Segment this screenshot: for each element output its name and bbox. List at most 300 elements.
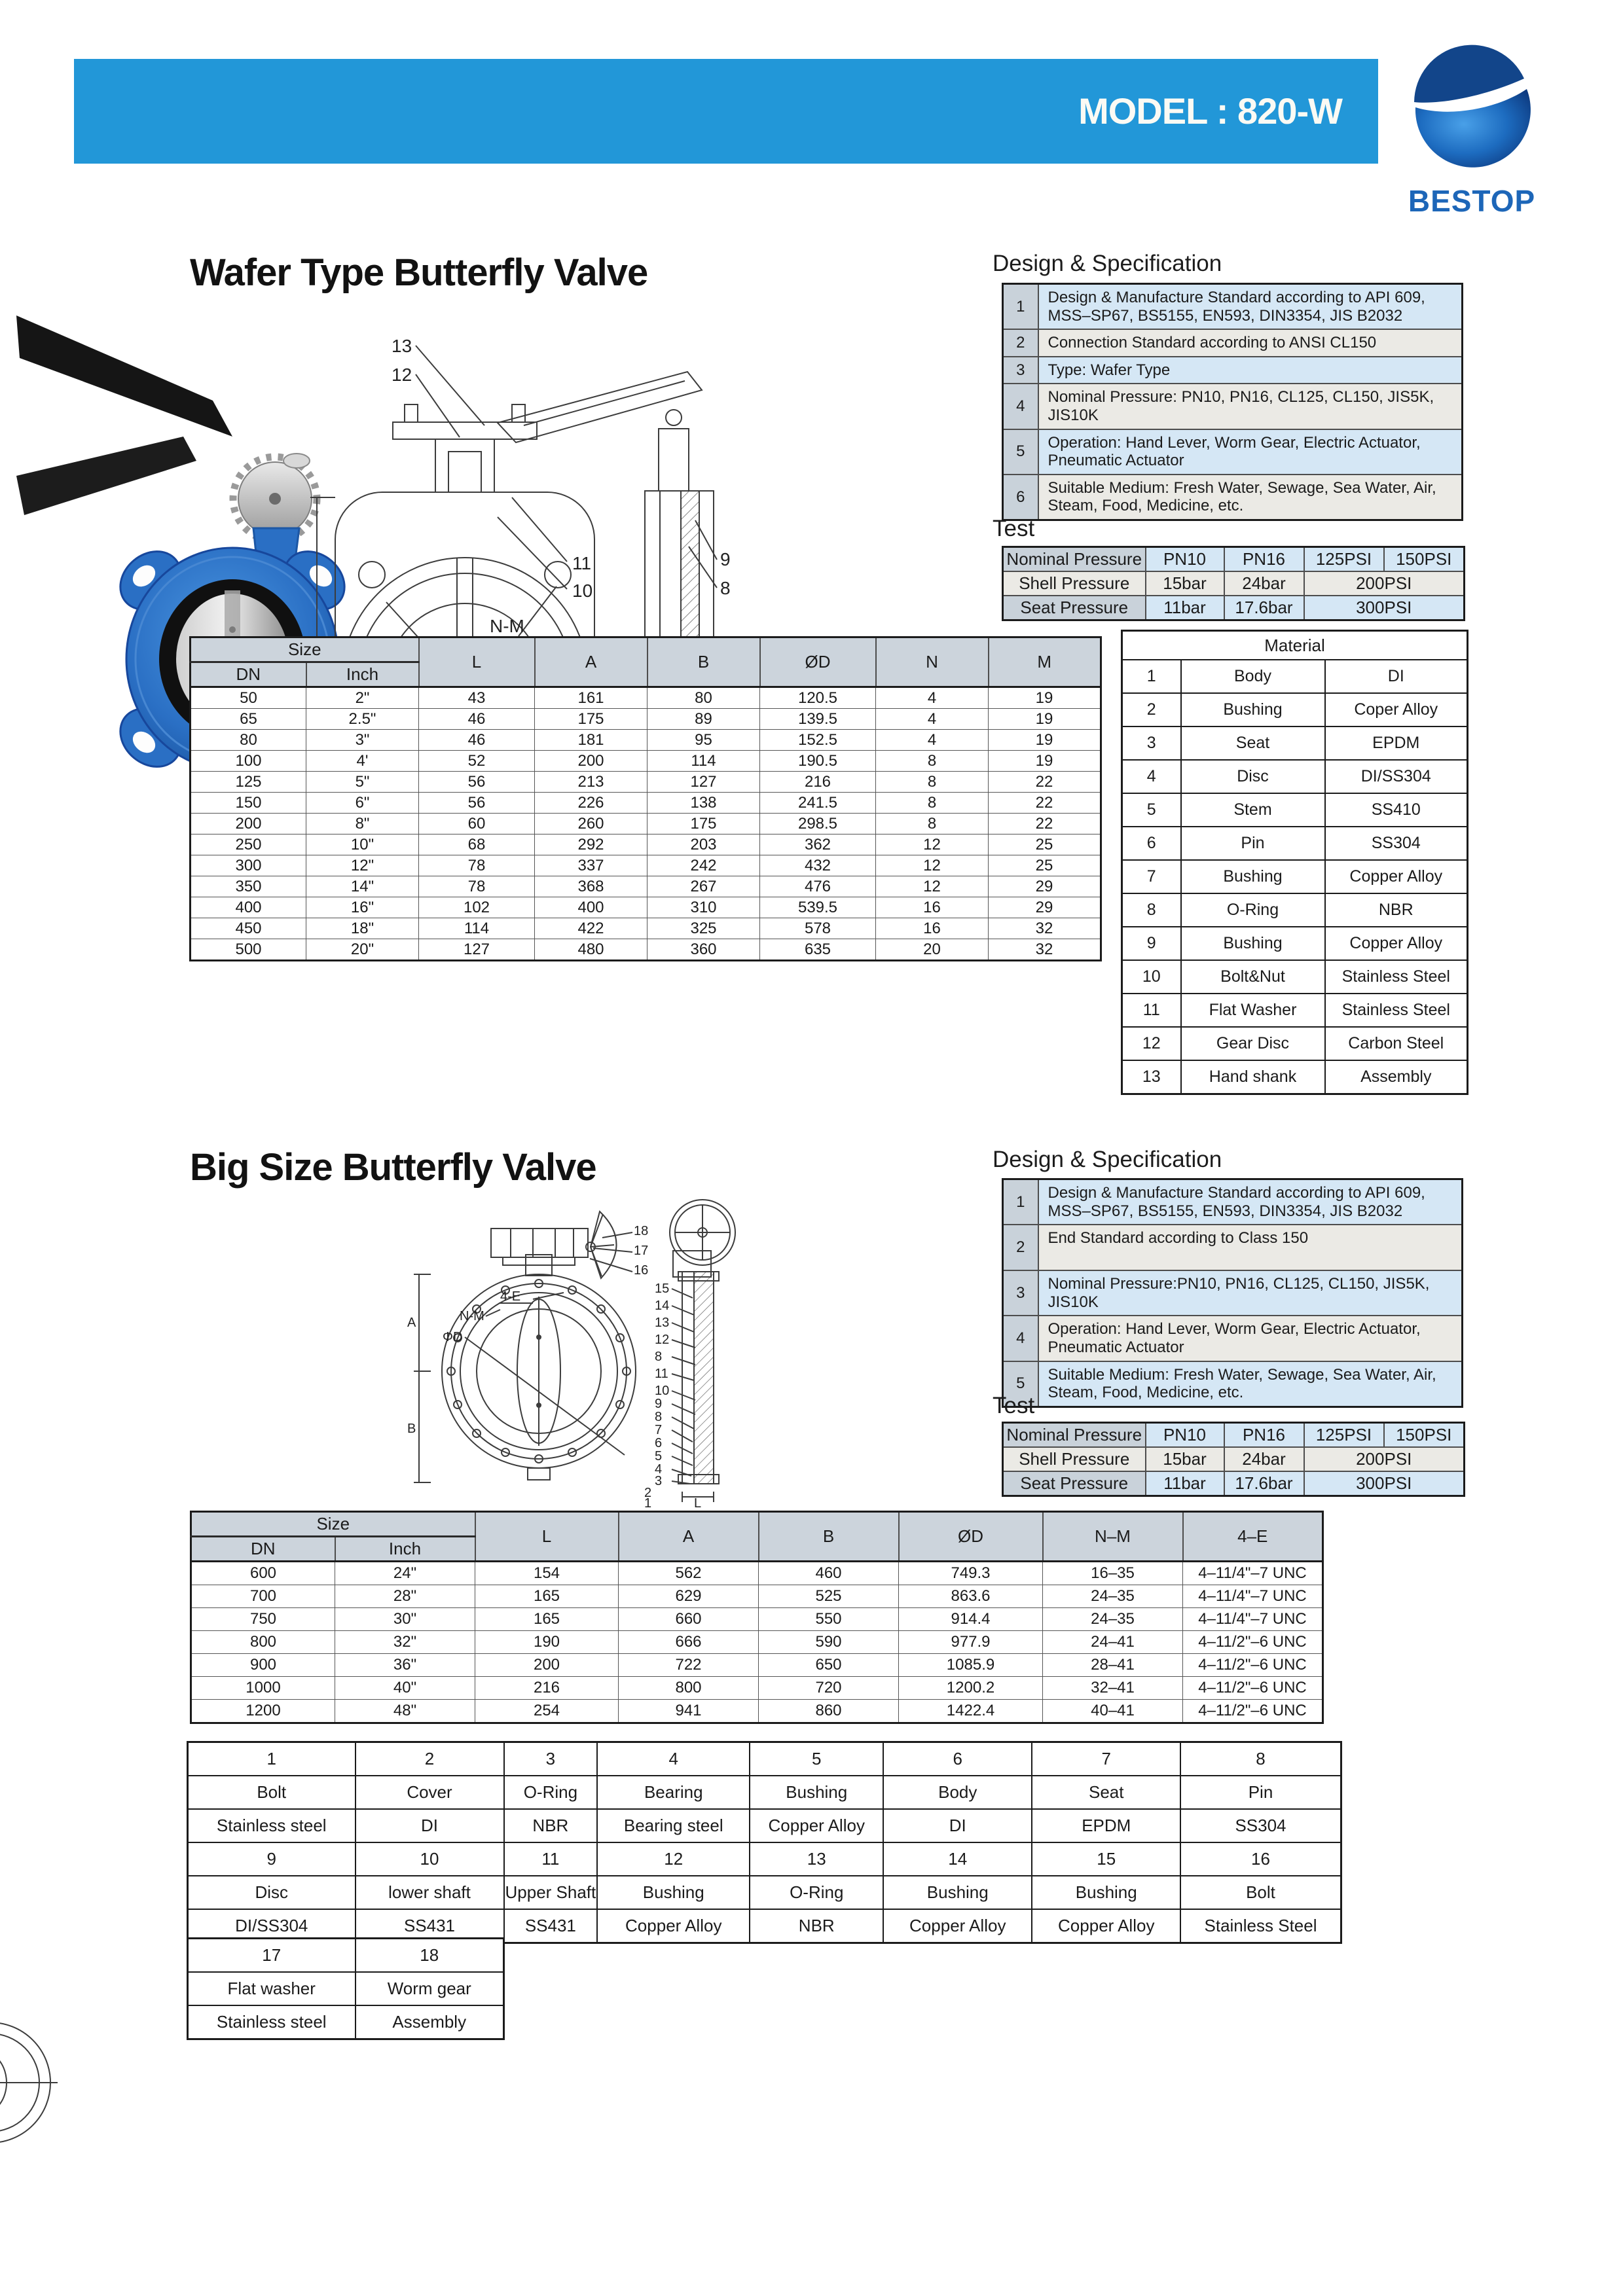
table-row [188,1972,504,2005]
table-cell: 480 [535,939,647,961]
table-row [1122,726,1468,760]
big-test-table [1002,1422,1465,1497]
table-row [1003,1471,1465,1496]
wafer-material-body [1122,660,1468,1094]
table-cell: Bushing [597,1876,750,1909]
column-header: ØD [760,637,876,687]
table-cell: 19 [989,687,1101,709]
column-header: Size [191,637,419,662]
table-cell: 800 [191,1631,335,1654]
table-row [1003,1423,1465,1448]
big-parts-extra-table [187,1937,505,2040]
table-cell: Bolt [1180,1876,1341,1909]
drawing-label: ΦD [443,1330,463,1344]
table-cell: 25 [989,834,1101,855]
table-cell: 15 [1032,1842,1180,1876]
table-cell: 635 [760,939,876,961]
table-row [1003,1179,1463,1225]
table-cell: PN10 [1146,1423,1224,1448]
table-cell: 29 [989,897,1101,918]
table-row [191,1700,1323,1723]
table-cell: 175 [535,709,647,730]
table-cell: 900 [191,1654,335,1677]
table-cell: 250 [191,834,306,855]
table-cell: 310 [647,897,760,918]
table-cell: Operation: Hand Lever, Worm Gear, Electric Actuator, Pneumatic Actuator [1038,429,1463,475]
table-cell: 350 [191,876,306,897]
wafer-size-body [191,687,1101,961]
table-cell: 500 [191,939,306,961]
table-cell: 25 [989,855,1101,876]
drawing-callout: 13 [392,336,412,356]
table-cell: 30" [335,1608,475,1631]
table-cell: 4 [1122,760,1181,793]
wafer-size-table [189,636,1102,961]
table-row [1003,384,1463,429]
table-cell: 18" [306,918,419,939]
wafer-material-table [1121,630,1468,1095]
table-row [191,1654,1323,1677]
table-cell: 5" [306,772,419,793]
table-cell: 4–11/4"–7 UNC [1183,1585,1323,1608]
table-cell: 241.5 [760,793,876,814]
table-cell: 368 [535,876,647,897]
table-cell: 400 [535,897,647,918]
table-cell: 32 [989,939,1101,961]
table-cell: Design & Manufacture Standard according to API 609, MSS–SP67, BS5155, EN593, DIN3354, JIS B2032 [1038,1179,1463,1225]
drawing-callout: 18 [634,1224,649,1238]
table-cell: 1200.2 [899,1677,1043,1700]
table-cell: 80 [191,730,306,751]
table-cell: 590 [759,1631,899,1654]
table-cell: 1 [1003,1179,1038,1225]
table-cell: 80 [647,687,760,709]
table-cell: NBR [1325,893,1468,927]
table-cell: 1200 [191,1700,335,1723]
table-cell: 11 [504,1842,598,1876]
table-cell: Disc [1181,760,1325,793]
table-cell: 300 [191,855,306,876]
table-cell: 600 [191,1562,335,1585]
table-cell: Body [883,1776,1032,1809]
table-cell: 17.6bar [1224,596,1304,620]
table-cell: 20 [876,939,989,961]
table-cell: 476 [760,876,876,897]
table-cell: Shell Pressure [1003,571,1146,596]
table-cell: 22 [989,772,1101,793]
column-header: L [475,1512,619,1562]
table-cell: NBR [504,1809,598,1842]
table-cell: 360 [647,939,760,961]
table-cell: Bushing [1181,927,1325,960]
table-cell: 10 [1122,960,1181,994]
table-row [1122,760,1468,793]
table-cell: 298.5 [760,814,876,834]
table-cell: Bushing [883,1876,1032,1909]
table-cell: Copper Alloy [883,1909,1032,1943]
corner-drawing-fragment [0,2011,92,2155]
table-cell: Pin [1181,827,1325,860]
table-cell: DI/SS304 [188,1909,356,1943]
table-cell: 200 [475,1654,619,1677]
table-cell: 6 [1122,827,1181,860]
big-section-title: Big Size Butterfly Valve [190,1146,596,1189]
table-cell: Flat Washer [1181,994,1325,1027]
table-cell: 8 [876,772,989,793]
table-cell: 56 [419,793,535,814]
table-cell: 2.5" [306,709,419,730]
table-cell: 800 [619,1677,759,1700]
table-row [1003,1316,1463,1361]
table-cell: 161 [535,687,647,709]
table-cell: 16" [306,897,419,918]
table-row [191,897,1101,918]
column-header: DN [191,662,306,687]
table-cell: 18 [356,1939,504,1973]
table-row [1122,893,1468,927]
table-cell: 2 [1003,1225,1038,1270]
table-cell: 114 [419,918,535,939]
table-cell: 43 [419,687,535,709]
table-cell: 914.4 [899,1608,1043,1631]
column-header: B [759,1512,899,1562]
table-cell: 8 [876,793,989,814]
table-cell: 5 [1122,793,1181,827]
table-cell: 190 [475,1631,619,1654]
table-cell: 12 [876,876,989,897]
table-cell: 4 [597,1742,750,1776]
table-cell: Gear Disc [1181,1027,1325,1060]
table-cell: 125PSI [1304,547,1384,572]
table-cell: 12 [597,1842,750,1876]
table-cell: Nominal Pressure:PN10, PN16, CL125, CL150, JIS5K, JIS10K [1038,1270,1463,1316]
model-label: MODEL : 820-W [1078,90,1342,132]
table-cell: Bearing steel [597,1809,750,1842]
table-cell: Connection Standard according to ANSI CL150 [1038,329,1463,357]
table-cell: 1000 [191,1677,335,1700]
table-cell: 1 [1122,660,1181,693]
drawing-callout: 10 [572,581,593,601]
drawing-callout: 12 [655,1333,670,1347]
table-cell: 4–11/2"–6 UNC [1183,1700,1323,1723]
table-cell: 125PSI [1304,1423,1384,1448]
table-cell: 3 [504,1742,598,1776]
big-valve-technical-drawing [405,1175,758,1509]
table-cell: 9 [188,1842,356,1876]
table-cell: 32" [335,1631,475,1654]
table-cell: 95 [647,730,760,751]
big-spec-body [1003,1179,1463,1407]
table-cell: Copper Alloy [750,1809,883,1842]
table-row [188,1742,1341,1776]
table-row [191,709,1101,730]
table-cell: 150 [191,793,306,814]
table-cell: SS410 [1325,793,1468,827]
table-cell: 16 [876,918,989,939]
table-cell: 102 [419,897,535,918]
table-cell: 46 [419,730,535,751]
table-cell: 19 [989,709,1101,730]
table-cell: 267 [647,876,760,897]
table-row [191,1608,1323,1631]
table-cell: 200PSI [1304,571,1465,596]
table-cell: 114 [647,751,760,772]
table-cell: O-Ring [750,1876,883,1909]
drawing-label: N-M [460,1309,484,1323]
wafer-section-title: Wafer Type Butterfly Valve [190,251,648,294]
table-cell: Stem [1181,793,1325,827]
drawing-callout: 1 [644,1496,652,1509]
table-cell: 8" [306,814,419,834]
column-header: Inch [306,662,419,687]
table-cell: Seat Pressure [1003,1471,1146,1496]
table-cell: 422 [535,918,647,939]
table-cell: Copper Alloy [1325,927,1468,960]
table-cell: 150PSI [1384,1423,1465,1448]
table-cell: 325 [647,918,760,939]
big-size-body [191,1562,1323,1723]
table-cell: 213 [535,772,647,793]
table-cell: Upper Shaft [504,1876,598,1909]
table-cell: 14" [306,876,419,897]
table-row [191,1677,1323,1700]
table-cell: 127 [419,939,535,961]
table-cell: Bushing [1032,1876,1180,1909]
table-cell: Suitable Medium: Fresh Water, Sewage, Sea Water, Air, Steam, Food, Medicine, etc. [1038,1361,1463,1407]
table-row [1003,571,1465,596]
big-parts-body [188,1742,1341,1943]
table-cell: 200PSI [1304,1447,1465,1471]
table-cell: 200 [535,751,647,772]
table-cell: 4–11/2"–6 UNC [1183,1631,1323,1654]
table-cell: 722 [619,1654,759,1677]
table-row [191,1585,1323,1608]
table-cell: 10 [356,1842,504,1876]
table-row [191,876,1101,897]
table-cell: 152.5 [760,730,876,751]
table-cell: 68 [419,834,535,855]
table-cell: 138 [647,793,760,814]
table-cell: 450 [191,918,306,939]
table-cell: 36" [335,1654,475,1677]
table-cell: 1422.4 [899,1700,1043,1723]
table-cell: 7 [1032,1742,1180,1776]
table-cell: Nominal Pressure [1003,547,1146,572]
table-row [188,2005,504,2039]
table-cell: Stainless steel [188,2005,356,2039]
table-cell: 24–35 [1043,1608,1183,1631]
table-row [191,751,1101,772]
table-cell: Nominal Pressure: PN10, PN16, CL125, CL150, JIS5K, JIS10K [1038,384,1463,429]
big-parts-table [187,1741,1342,1944]
table-cell: 127 [647,772,760,793]
table-row [1122,1027,1468,1060]
table-cell: 16 [1180,1842,1341,1876]
table-cell: 19 [989,751,1101,772]
table-cell: SS431 [356,1909,504,1943]
table-cell: Seat [1032,1776,1180,1809]
table-cell: 60 [419,814,535,834]
table-cell: 2" [306,687,419,709]
table-row [1122,631,1468,660]
table-cell: Hand shank [1181,1060,1325,1094]
wafer-spec-table [1002,283,1463,521]
table-cell: 20" [306,939,419,961]
table-row [1003,1361,1463,1407]
table-cell: 337 [535,855,647,876]
table-cell: 4–11/2"–6 UNC [1183,1677,1323,1700]
table-row [191,1562,1323,1585]
table-cell: 3 [1003,1270,1038,1316]
table-row [1122,693,1468,726]
drawing-label: B [407,1422,416,1436]
table-row [191,1631,1323,1654]
table-cell: 4 [876,730,989,751]
table-cell: 8 [1180,1742,1341,1776]
table-row [1122,1060,1468,1094]
table-row [191,687,1101,709]
table-cell: Coper Alloy [1325,693,1468,726]
table-cell: 22 [989,793,1101,814]
wafer-spec-body [1003,284,1463,520]
big-size-table [190,1511,1324,1724]
table-cell: Worm gear [356,1972,504,2005]
table-cell: 3 [1122,726,1181,760]
table-row [1003,429,1463,475]
table-cell: 6 [883,1742,1032,1776]
table-cell: PN10 [1146,547,1224,572]
table-cell: 216 [760,772,876,793]
table-cell: 175 [647,814,760,834]
drawing-callout: 14 [655,1299,670,1313]
drawing-callout: 13 [655,1316,670,1330]
column-header: L [419,637,535,687]
table-row [1003,596,1465,620]
table-cell: 15bar [1146,1447,1224,1471]
table-cell: 181 [535,730,647,751]
column-header: DN [191,1537,335,1562]
table-cell: 22 [989,814,1101,834]
table-cell: 24–41 [1043,1631,1183,1654]
table-cell: 4 [1003,384,1038,429]
table-cell: SS431 [504,1909,598,1943]
table-cell: 89 [647,709,760,730]
table-cell: Assembly [1325,1060,1468,1094]
table-row [191,939,1101,961]
drawing-callout: 7 [655,1423,663,1437]
table-cell: Bushing [750,1776,883,1809]
table-cell: 24bar [1224,1447,1304,1471]
table-cell: 190.5 [760,751,876,772]
table-cell: 12 [876,834,989,855]
table-cell: 11bar [1146,1471,1224,1496]
table-row [1122,860,1468,893]
table-cell: 52 [419,751,535,772]
table-cell: Carbon Steel [1325,1027,1468,1060]
table-cell: Nominal Pressure [1003,1423,1146,1448]
table-cell: DI [1325,660,1468,693]
table-cell: Shell Pressure [1003,1447,1146,1471]
bestop-logo-graphic [1398,37,1545,178]
table-cell: 4–11/4"–7 UNC [1183,1562,1323,1585]
table-row [191,918,1101,939]
table-cell: 200 [191,814,306,834]
table-cell: 165 [475,1585,619,1608]
table-cell: PN16 [1224,1423,1304,1448]
brand-name: BESTOP [1408,184,1536,218]
table-cell: 11 [1122,994,1181,1027]
table-cell: 550 [759,1608,899,1631]
wafer-test-heading: Test [993,516,1035,541]
table-cell: 216 [475,1677,619,1700]
table-cell: Copper Alloy [1325,860,1468,893]
table-cell: Body [1181,660,1325,693]
table-cell: 13 [1122,1060,1181,1094]
table-cell: 432 [760,855,876,876]
drawing-callout: 15 [655,1282,670,1296]
table-row [191,730,1101,751]
table-cell: 362 [760,834,876,855]
table-cell: 977.9 [899,1631,1043,1654]
drawing-dimension: L [694,1496,702,1509]
table-cell: 860 [759,1700,899,1723]
table-row [191,1512,1323,1537]
table-row [188,1809,1341,1842]
table-cell: Pin [1180,1776,1341,1809]
table-cell: EPDM [1325,726,1468,760]
table-cell: 2 [1003,329,1038,357]
table-cell: Design & Manufacture Standard according to API 609, MSS–SP67, BS5155, EN593, DIN3354, JIS B2032 [1038,284,1463,330]
table-cell: O-Ring [1181,893,1325,927]
drawing-callout: 12 [392,365,412,385]
drawing-callout: 16 [634,1263,649,1278]
table-row [1122,793,1468,827]
table-cell: Copper Alloy [1032,1909,1180,1943]
table-cell: 578 [760,918,876,939]
drawing-callout: 11 [572,553,592,573]
table-cell: 28–41 [1043,1654,1183,1677]
table-row [1122,827,1468,860]
table-row [1003,1270,1463,1316]
table-cell: 660 [619,1608,759,1631]
table-cell: 749.3 [899,1562,1043,1585]
column-header: Material [1122,631,1468,660]
table-cell: Bushing [1181,693,1325,726]
table-cell: Seat [1181,726,1325,760]
table-cell: 78 [419,876,535,897]
column-header: A [619,1512,759,1562]
table-cell: 2 [356,1742,504,1776]
table-cell: Bolt [188,1776,356,1809]
table-row [191,793,1101,814]
table-row [1003,1447,1465,1471]
table-cell: 525 [759,1585,899,1608]
table-cell: 139.5 [760,709,876,730]
drawing-callout: 3 [655,1474,663,1488]
table-row [1122,927,1468,960]
table-cell: 29 [989,876,1101,897]
table-cell: EPDM [1032,1809,1180,1842]
table-cell: 65 [191,709,306,730]
drawing-callout: 10 [655,1384,670,1398]
table-cell: 8 [876,751,989,772]
table-cell: 165 [475,1608,619,1631]
big-spec-table [1002,1178,1463,1408]
table-cell: 5 [1003,429,1038,475]
table-cell: 9 [1122,927,1181,960]
column-header: N [876,637,989,687]
table-cell: 6" [306,793,419,814]
